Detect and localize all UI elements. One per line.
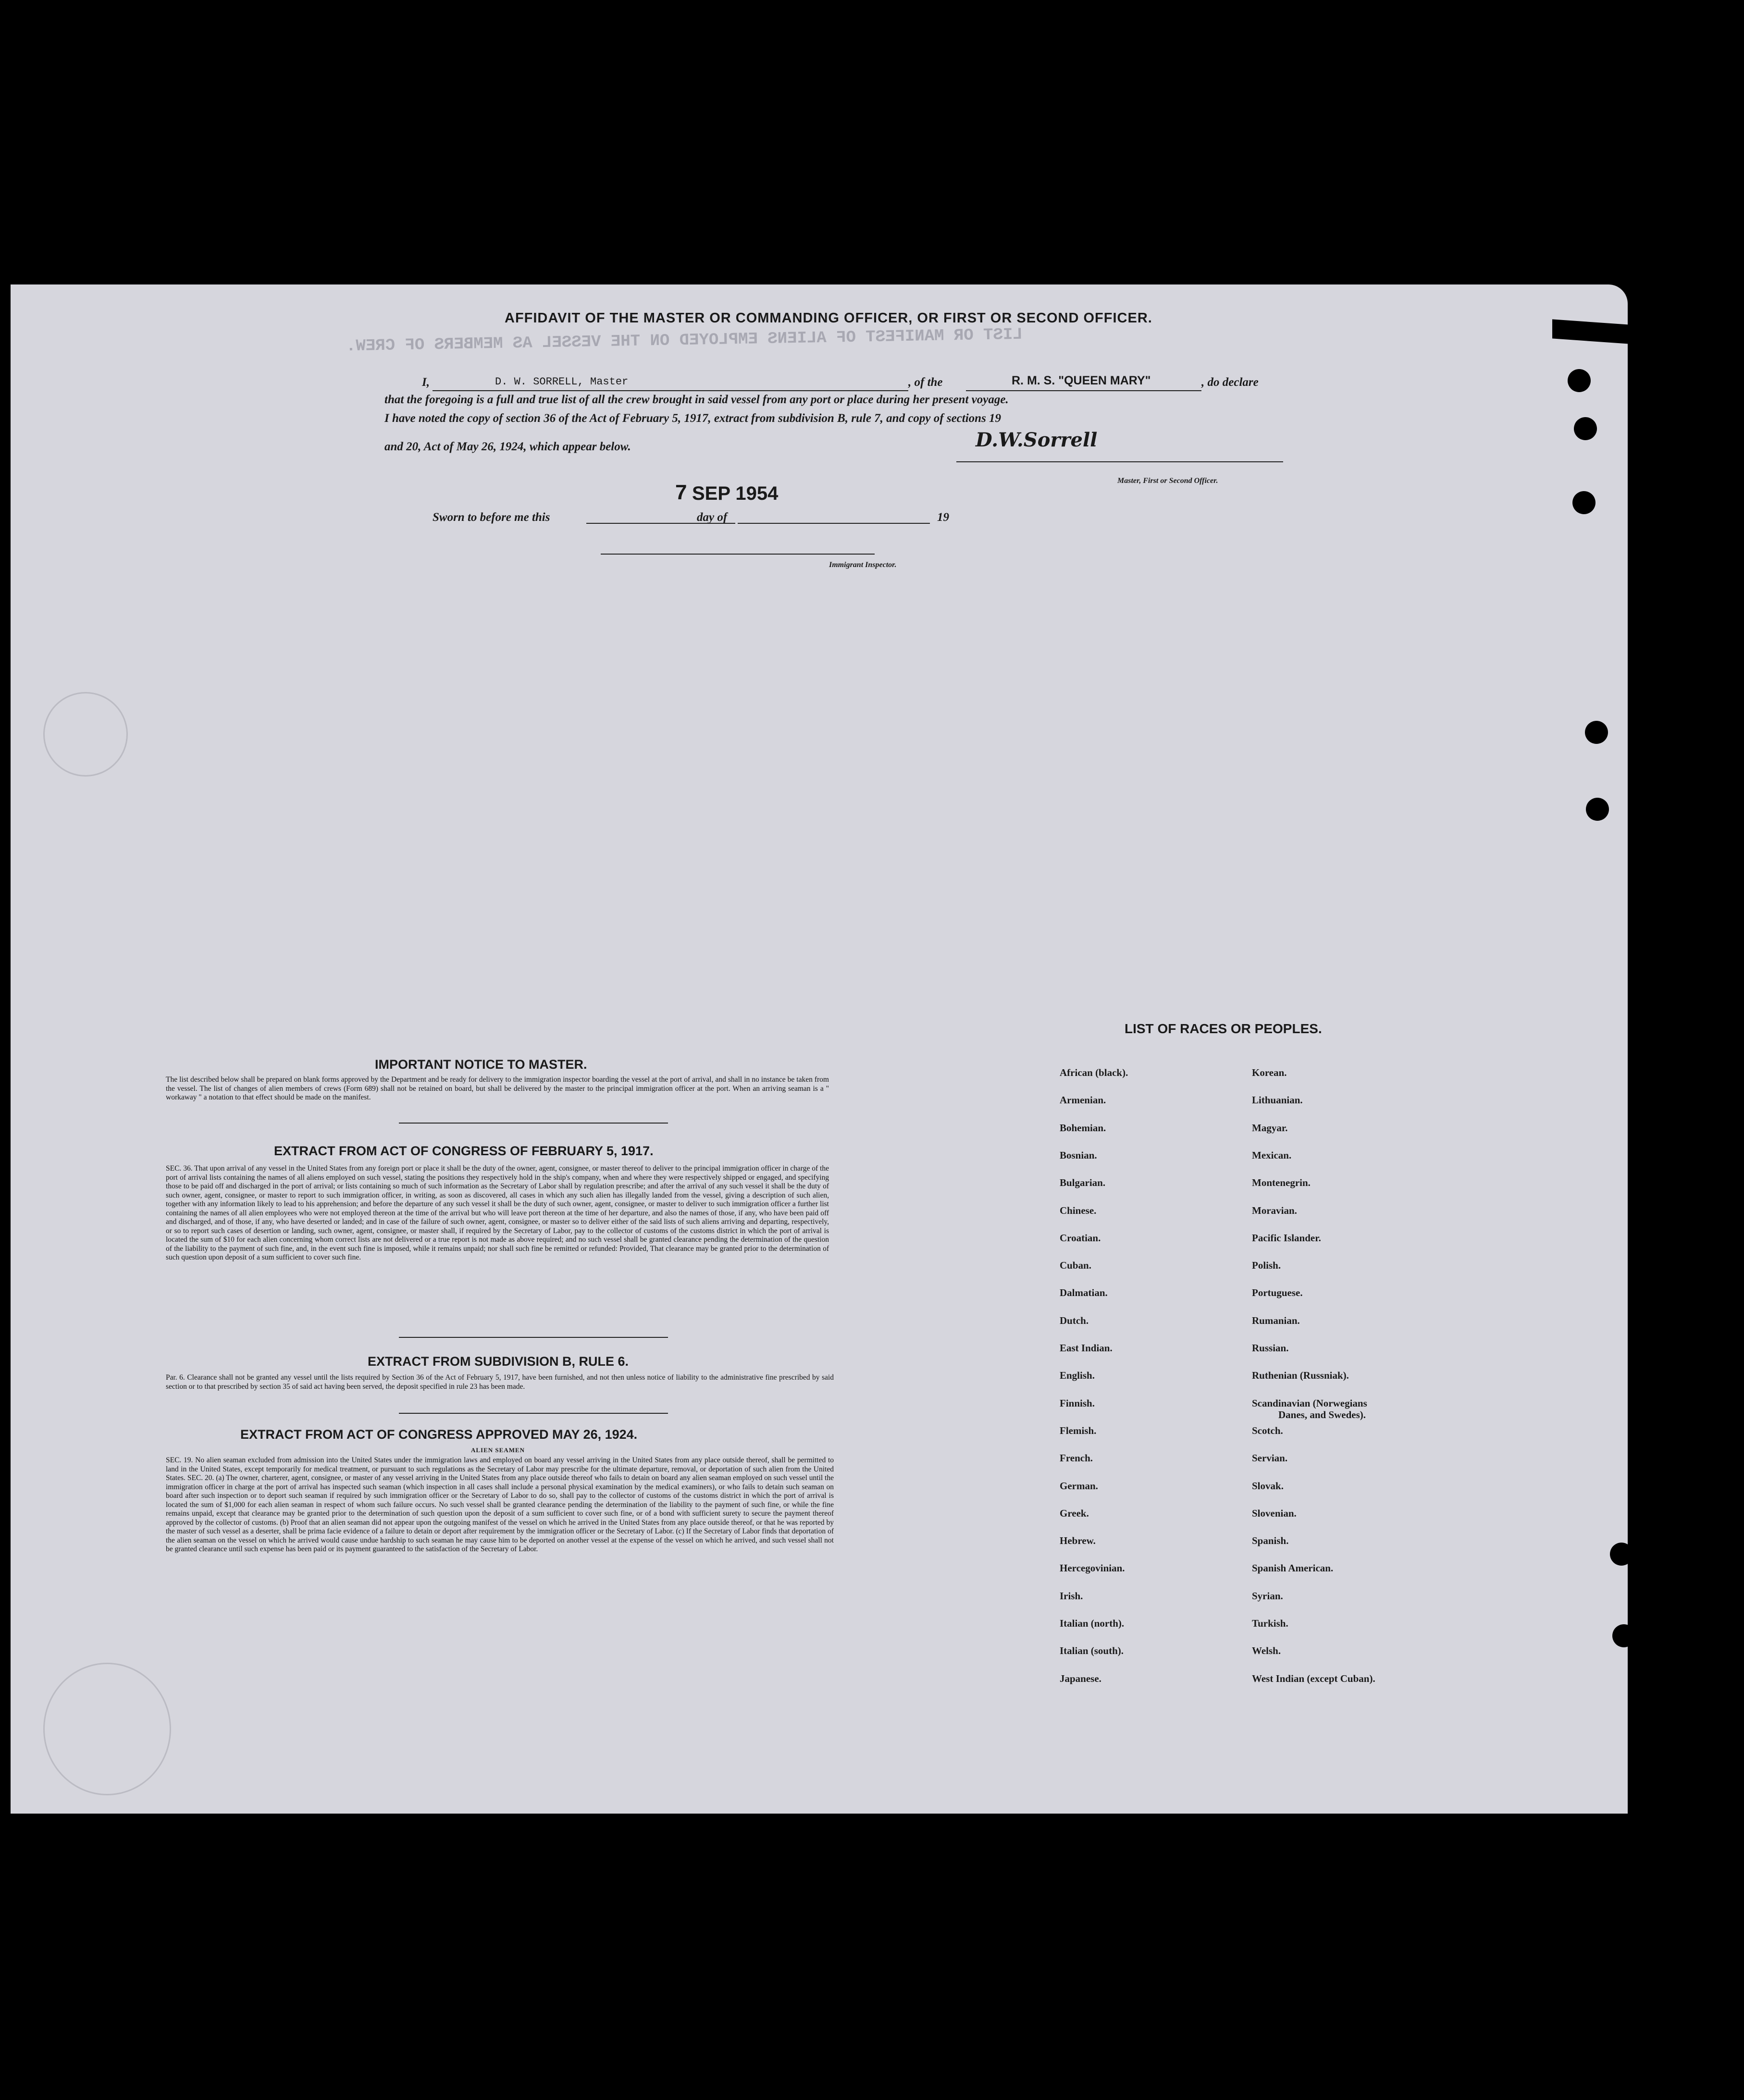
sworn-month-line [738,523,930,524]
vessel-name: R. M. S. "QUEEN MARY" [1012,374,1151,387]
race-item: Syrian. [1252,1590,1283,1602]
race-item: Dutch. [1060,1314,1089,1326]
race-item: Welsh. [1252,1645,1281,1657]
sworn-day-stamp: 7 [675,481,687,504]
race-item: Spanish American. [1252,1562,1334,1574]
race-item: Slovak. [1252,1480,1284,1492]
race-item: Spanish. [1252,1535,1289,1547]
i-label: I, [422,376,430,389]
divider [399,1337,668,1338]
sworn-month-stamp: SEP 1954 [692,483,779,504]
race-item: Slovenian. [1252,1507,1297,1519]
year-label: 19 [937,511,949,524]
race-item: Hebrew. [1060,1535,1096,1547]
race-item: Scotch. [1252,1424,1283,1436]
extract-1917-text: SEC. 36. That upon arrival of any vessel in the United States from any foreign port or place it shall be the duty of the owner, agent, consignee, or master thereof to deliver to the principal immigration officer in charge of the port of arrival lists containing the names of all aliens employed on such vessel, stating the positions they respectively hold in the ship's company, when and where they were respectively shipped or engaged, and specifying those to be paid off and discharged in the port of arrival; or lists containing so much of such information as the Secretary of Labor shall by regulation prescribe; and after the arrival of any such vessel it shall be the duty of such owner, agent, consignee, or master to report to such immigration officer, in writing, as soon as discovered, all cases in which any such alien has illegally landed from the vessel, giving a description of such alien, together with any information likely to lead to his apprehension; and before the departure of any such vessel it shall be the duty of such owner, agent, consignee, or master to deliver to such immigration officer a further list containing the names of all alien employees who were not employed thereon at the time of the arrival but who will leave port thereon at the time of her departure, and also the names of those, if any, who have been paid off and discharged, and of those, if any, who have deserted or landed; and in case of the failure of such owner, agent, consignee, or master so to deliver either of the said lists of such aliens arriving and departing, respectively, or so to report such cases of desertion or landing, such owner, agent, consignee, or master shall, if required by the Secretary of Labor, pay to the collector of customs of the customs district in which the port of arrival is located the sum of $10 for each alien concerning whom correct lists are not delivered or a true report is not made as above required; and no such vessel shall be granted clearance pending the determination of the question of the liability to the payment of such fine, and, in the event such fine is imposed, while it remains unpaid; nor shall such fine be remitted or refunded: Provided, That clearance may be granted prior to the determination of such question upon deposit of a sum sufficient to cover such fine. [166,1164,829,1261]
document-page [11,284,1628,1814]
sworn-label: Sworn to before me this [433,511,550,524]
binder-hole-icon [1574,417,1597,440]
government-seal-icon [43,692,128,777]
race-item: Rumanian. [1252,1314,1300,1326]
extract-1924-title: EXTRACT FROM ACT OF CONGRESS APPROVED MAY 26, 1924. [240,1427,638,1442]
notice-title: IMPORTANT NOTICE TO MASTER. [375,1057,587,1072]
race-item: Scandinavian (Norwegians [1252,1397,1367,1409]
alien-seamen-subtitle: ALIEN SEAMEN [471,1446,525,1454]
binder-hole-icon [1612,1624,1635,1647]
race-item: Greek. [1060,1507,1089,1519]
races-title: LIST OF RACES OR PEOPLES. [1125,1021,1322,1036]
master-signature: D.W.Sorrell [976,429,1098,451]
affidavit-line-3: I have noted the copy of section 36 of the Act of February 5, 1917, extract from subdivision B, rule 7, and copy of sections 19 [384,412,1002,425]
race-item: Italian (south). [1060,1645,1124,1657]
race-item: Finnish. [1060,1397,1095,1409]
race-item: Polish. [1252,1260,1281,1272]
affidavit-line-2: that the foregoing is a full and true list of all the crew brought in said vessel from any port or place during her present voyage. [384,393,1009,406]
race-item: Chinese. [1060,1204,1097,1216]
binder-hole-icon [1586,798,1609,821]
embossed-seal-icon [43,1663,171,1795]
binder-hole-icon [1572,491,1596,514]
race-item: African (black). [1060,1067,1128,1078]
race-item: Hercegovinian. [1060,1562,1125,1574]
race-item: Bohemian. [1060,1122,1106,1134]
race-item: Bulgarian. [1060,1177,1106,1189]
race-item: Turkish. [1252,1618,1288,1629]
subdivision-text: Par. 6. Clearance shall not be granted any vessel until the lists required by Section 36 of the Act of February 5, 1917, have been furnished, and not then unless notice of liability to the administrative fine prescribed by said section or to that prescribed by section 35 of said act having been served, the deposit specified in rule 23 has been made. [166,1373,834,1391]
signature-line [956,461,1283,462]
signature-caption: Master, First or Second Officer. [1117,477,1218,485]
race-item: Servian. [1252,1452,1288,1464]
binder-hole-icon [1568,369,1591,392]
race-item: German. [1060,1480,1098,1492]
race-item: Irish. [1060,1590,1083,1602]
race-item: Japanese. [1060,1672,1101,1684]
race-item: Bosnian. [1060,1149,1097,1161]
extract-1924-text: SEC. 19. No alien seaman excluded from admission into the United States under the immigration laws and employed on board any vessel arriving in the United States from any place outside thereof, shall be permitted to land in the United States, except temporarily for medical treatment, or pursuant to such regulations as the Secretary of Labor may prescribe for the ultimate departure, removal, or deportation of such alien from the United States. SEC. 20. (a) The owner, charterer, agent, consignee, or master of any vessel arriving in the United States from any place outside thereof who fails to detain on board any alien seaman employed on such vessel until the immigration officer in charge at the port of arrival has inspected such seaman (which inspection in all cases shall include a personal physical examination by the medical examiners), or who fails to detain such seaman on board after such inspection or to deport such seaman if required by such immigration officer or the Secretary of Labor to do so, shall pay to the collector of customs of the customs district in which the port of arrival is located the sum of $1,000 for each alien seaman in respect of whom such failure occurs. No such vessel shall be granted clearance pending the determination of the liability to the payment of such fine, or while the fine remains unpaid, except that clearance may be granted prior to the determination of such question upon the deposit of a sum sufficient to cover such fine, or of a bond with sufficient surety to secure the payment thereof approved by the collector of customs. (b) Proof that an alien seaman did not appear upon the outgoing manifest of the vessel on which he arrived in the United States from any place outside thereof, or that he was reported by the master of such vessel as a deserter, shall be prima facie evidence of a failure to detain or deport after requirement by the immigration officer or the Secretary of Labor. (c) If the Secretary of Labor finds that deportation of the alien seaman on the vessel on which he arrived would cause undue hardship to such seaman he may cause him to be deported on another vessel at the expense of the vessel on which he arrived, and such vessel shall not be granted clearance until such expense has been paid or its payment guaranteed to the satisfaction of the Secretary of Labor. [166,1456,834,1553]
race-item: Lithuanian. [1252,1094,1303,1106]
notice-text: The list described below shall be prepared on blank forms approved by the Department and be ready for delivery to the immigration inspector boarding the vessel at the port of arrival, and shall in no instance be taken from the vessel. The list of changes of alien members of crews (Form 689) shall not be retained on board, but shall be delivered by the master to the principal immigration officer at the port. When an arriving seaman is a " workaway " a notation to that effect should be made on the manifest. [166,1075,829,1101]
master-name: D. W. SORRELL, Master [495,376,629,388]
race-item: Croatian. [1060,1232,1101,1244]
race-item: East Indian. [1060,1342,1113,1354]
race-item: Pacific Islander. [1252,1232,1321,1244]
inspector-caption: Immigrant Inspector. [829,561,897,569]
race-item: Ruthenian (Russniak). [1252,1370,1349,1382]
affidavit-title: AFFIDAVIT OF THE MASTER OR COMMANDING OFFICER, OR FIRST OR SECOND OFFICER. [505,310,1152,326]
race-item: Russian. [1252,1342,1289,1354]
master-name-line [433,390,908,391]
race-item: Korean. [1252,1067,1287,1078]
race-item: Magyar. [1252,1122,1288,1134]
binder-hole-icon [1610,1543,1633,1566]
inspector-line [601,554,875,555]
ghost-header: LIST OR MANIFEST OF ALIENS EMPLOYED ON THE VESSEL AS MEMBERS OF CREW. [346,325,1023,356]
race-item: Danes, and Swedes). [1278,1409,1366,1421]
race-item: Cuban. [1060,1260,1091,1272]
race-item: Portuguese. [1252,1287,1303,1299]
race-item: Mexican. [1252,1149,1292,1161]
divider [399,1123,668,1124]
race-item: Moravian. [1252,1204,1297,1216]
day-of-label: day of [697,511,728,524]
of-the-label: , of the [908,376,943,389]
affidavit-line-4: and 20, Act of May 26, 1924, which appear below. [384,440,631,453]
extract-1917-title: EXTRACT FROM ACT OF CONGRESS OF FEBRUARY 5, 1917. [274,1144,654,1158]
divider [399,1413,668,1414]
race-item: Dalmatian. [1060,1287,1108,1299]
race-item: Montenegrin. [1252,1177,1311,1189]
vessel-line [966,390,1201,391]
race-item: French. [1060,1452,1093,1464]
subdivision-title: EXTRACT FROM SUBDIVISION B, RULE 6. [368,1354,629,1369]
race-item: Flemish. [1060,1424,1097,1436]
race-item: West Indian (except Cuban). [1252,1672,1375,1684]
race-item: English. [1060,1370,1095,1382]
do-declare-label: , do declare [1201,376,1259,389]
race-item: Armenian. [1060,1094,1106,1106]
binder-hole-icon [1585,721,1608,744]
race-item: Italian (north). [1060,1618,1125,1629]
